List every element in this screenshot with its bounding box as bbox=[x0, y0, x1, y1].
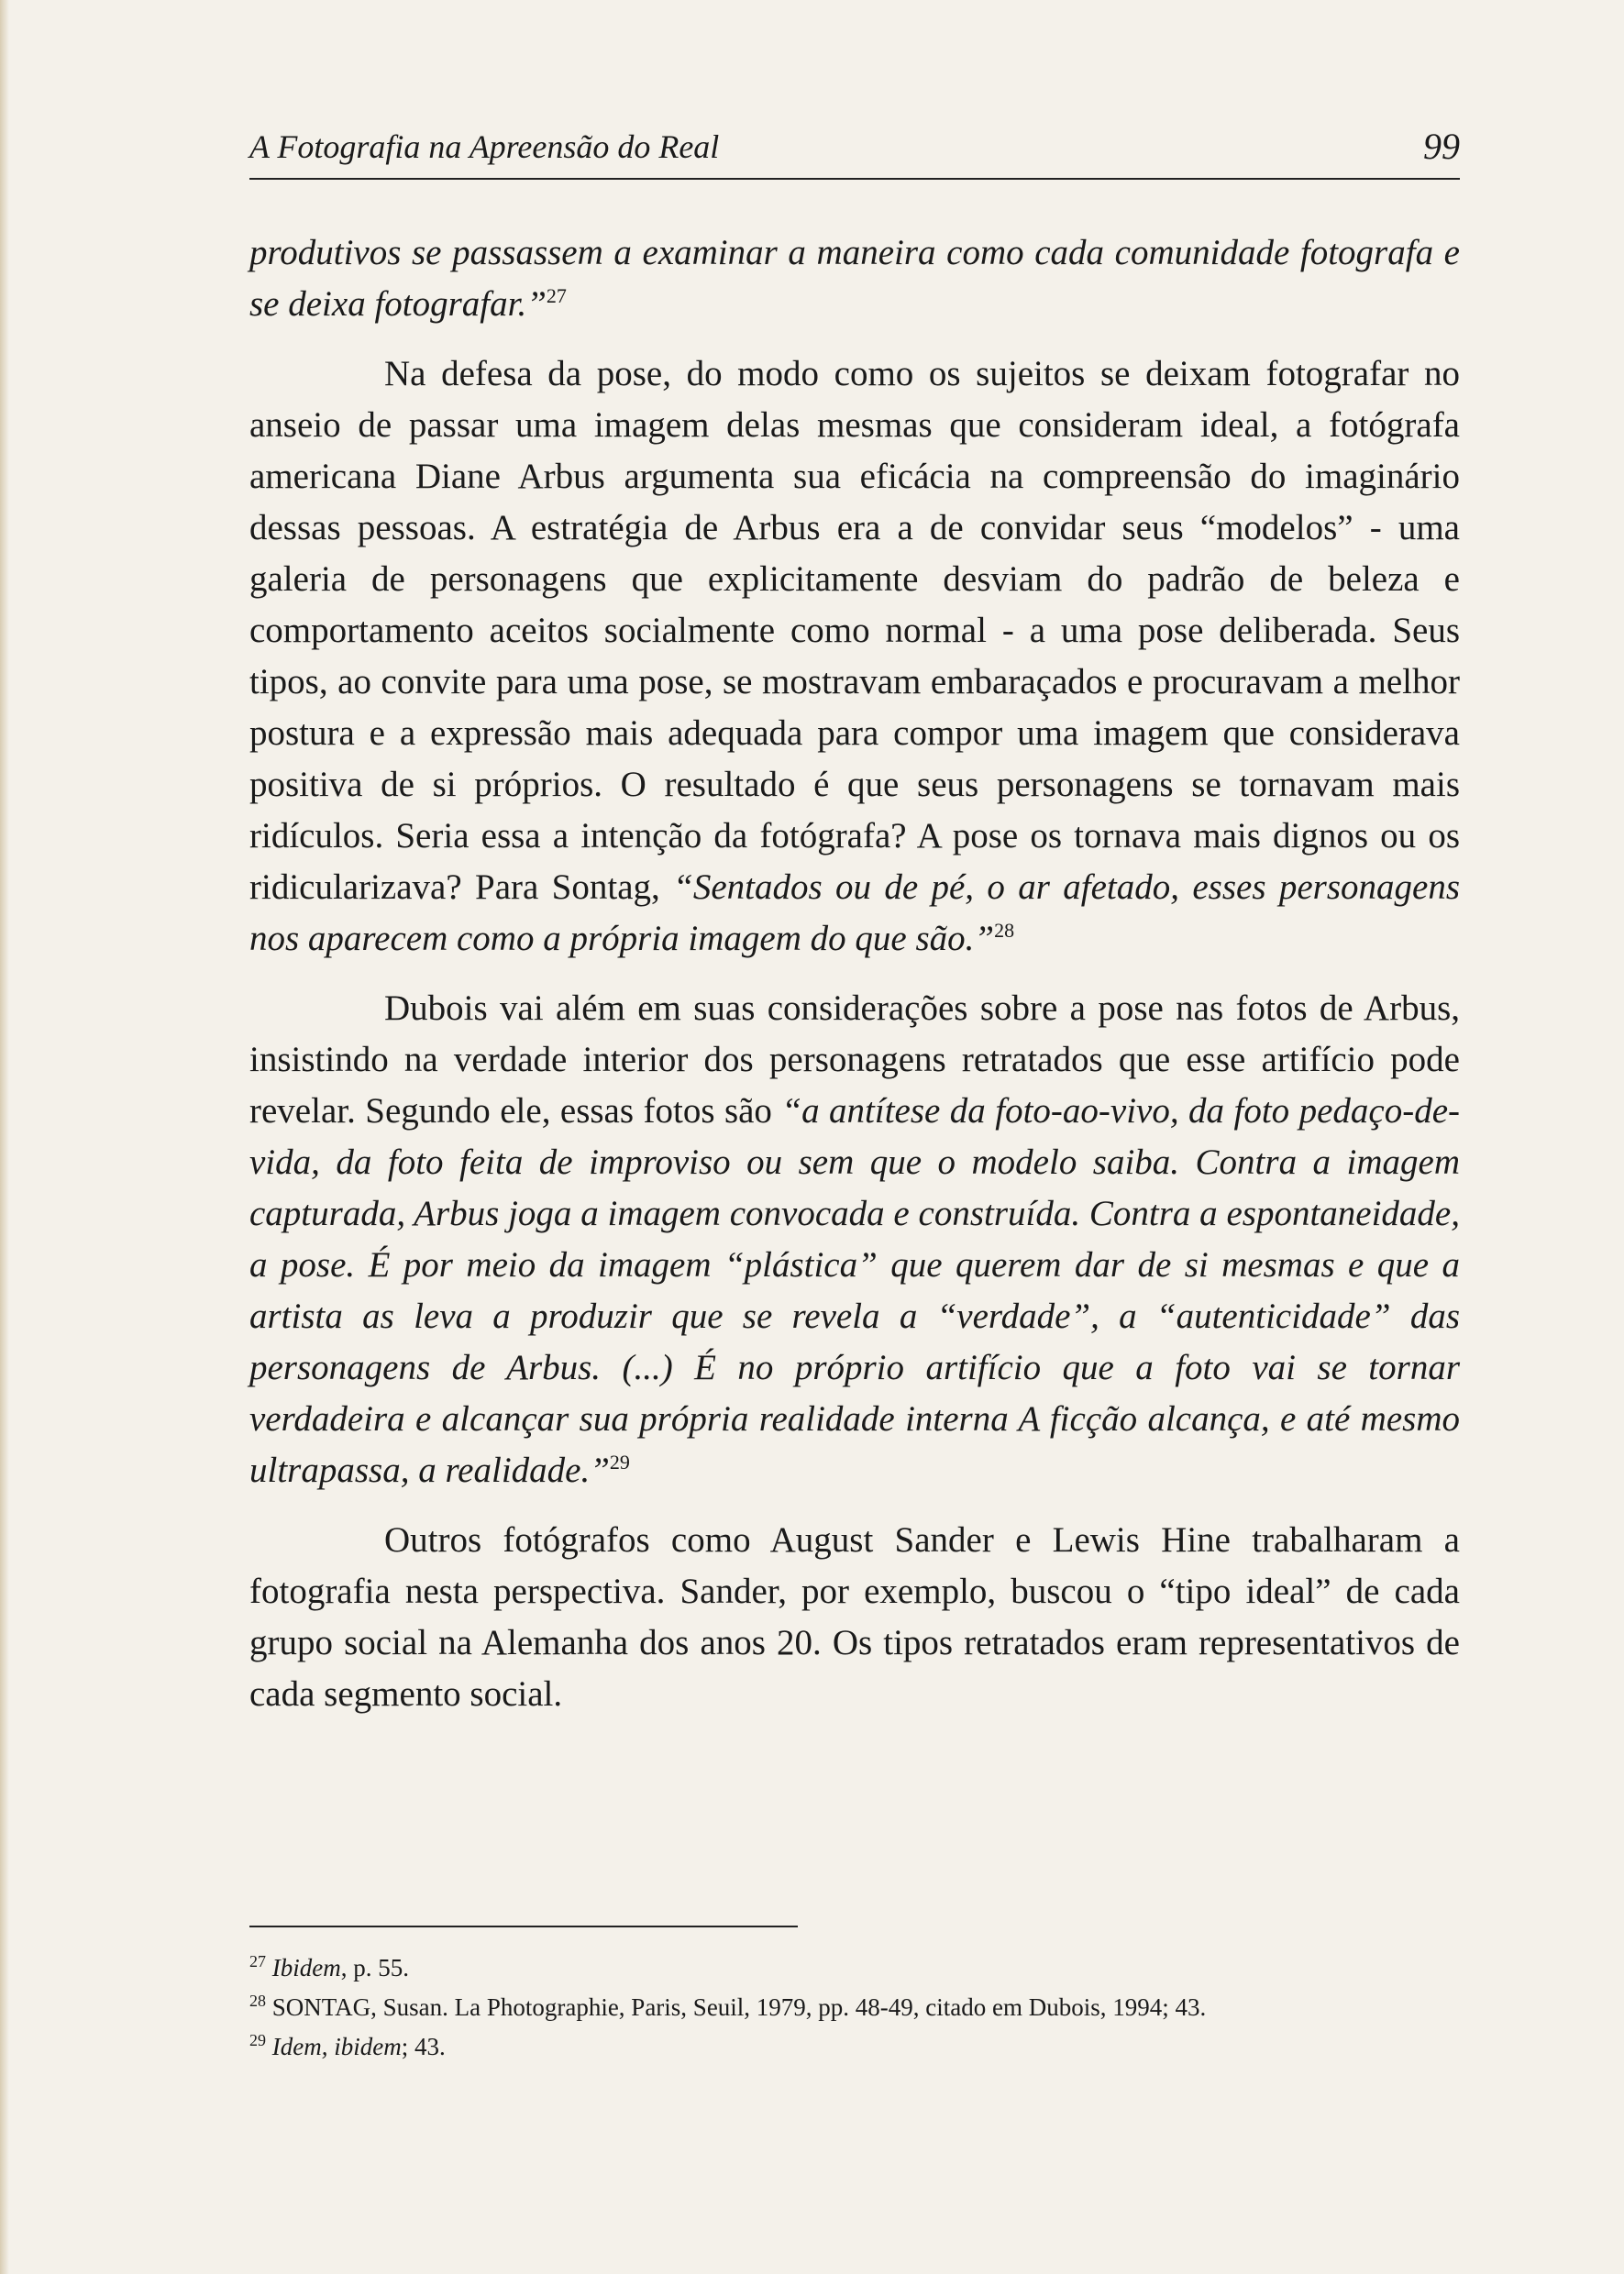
dubois-quote: “a antítese da foto-ao-vivo, da foto pedaço-de-vida, da foto feita de improviso ou sem que o modelo saiba. Contra a imagem capturada, Arbus joga a imagem convocada e construída. Contra a espontaneidade, a pose. É por meio da imagem “plástica” que querem dar de si mesmas e que a artista as leva a produzir que se revela a “verdade”, a “autenticidade” das personagens de Arbus. (...) É no próprio artifício que a foto vai se tornar verdadeira e alcançar sua própria realidade interna A ficção alcança, e até mesmo ultrapassa, a realidade.” bbox=[249, 1091, 1461, 1490]
footnote-27 bbox=[249, 1951, 1460, 1985]
paragraph-3 bbox=[249, 983, 1460, 1496]
footnote-italic: Idem, ibidem bbox=[271, 2033, 402, 2060]
running-title: A Fotografia na Apreensão do Real bbox=[249, 128, 720, 165]
paragraph-2-text: Na defesa da pose, do modo como os sujeitos se deixam fotografar no anseio de passar uma imagem delas mesmas que consideram ideal, a fotógrafa americana Diane Arbus argumenta sua eficácia na compreensão do imaginário dessas pessoas. A estratégia de Arbus era a de convidar seus “modelos” - uma galeria de personagens que explicitamente desviam do padrão de beleza e comportamento aceitos socialmente como normal - a uma pose deliberada. Seus tipos, ao convite para uma pose, se mostravam embaraçados e procuravam a melhor postura e a expressão mais adequada para compor uma imagem que considerava positiva de si próprios. O resultado é que seus personagens se tornavam mais ridículos. Seria essa a intenção da fotógrafa? A pose os tornava mais dignos ou os ridicularizava? Para Sontag, bbox=[249, 354, 1460, 907]
paragraph-1 bbox=[249, 227, 1460, 330]
paragraph-3-text: Dubois vai além em suas considerações sobre a pose nas fotos de Arbus, insistindo na verdade interior dos personagens retratados que esse artifício pode revelar. Segundo ele, essas fotos são bbox=[249, 988, 1460, 1131]
footnote-ref-28: 28 bbox=[994, 919, 1015, 942]
footnotes bbox=[249, 1951, 1460, 2070]
footnote-28 bbox=[249, 1991, 1460, 2025]
footnote-text: SONTAG, Susan. La Photographie, Paris, Seuil, 1979, pp. 48-49, citado em Dubois, 1994; 43. bbox=[271, 1993, 1207, 2021]
page-edge-shadow bbox=[0, 0, 9, 2274]
paragraph-4-text: Outros fotógrafos como August Sander e Lewis Hine trabalharam a fotografia nesta perspectiva. Sander, por exemplo, buscou o “tipo ideal” de cada grupo social na Alemanha dos anos 20. Os tipos retratados eram representativos de cada segmento social. bbox=[249, 1520, 1460, 1714]
footnote-29 bbox=[249, 2030, 1460, 2064]
footnote-text: , p. 55. bbox=[340, 1954, 409, 1981]
footnote-rule bbox=[249, 1926, 798, 1927]
body-text bbox=[249, 227, 1460, 1739]
sontag-quote: “Sentados ou de pé, o ar afetado, esses personagens nos aparecem como a própria imagem do que são.” bbox=[249, 867, 1461, 958]
footnote-text: ; 43. bbox=[401, 2033, 446, 2060]
page-number: 99 bbox=[1423, 126, 1460, 167]
page-header bbox=[249, 127, 1460, 180]
footnote-number: 29 bbox=[249, 2031, 266, 2049]
paragraph-4 bbox=[249, 1515, 1460, 1720]
quote-continuation: produtivos se passassem a examinar a maneira como cada comunidade fotografa e se deixa fotografar.” bbox=[249, 233, 1460, 324]
paragraph-2 bbox=[249, 348, 1460, 965]
footnote-ref-29: 29 bbox=[609, 1451, 630, 1474]
footnote-number: 28 bbox=[249, 1992, 266, 2010]
footnote-italic: Ibidem bbox=[271, 1954, 341, 1981]
footnote-ref-27: 27 bbox=[546, 284, 567, 307]
footnote-number: 27 bbox=[249, 1952, 266, 1970]
